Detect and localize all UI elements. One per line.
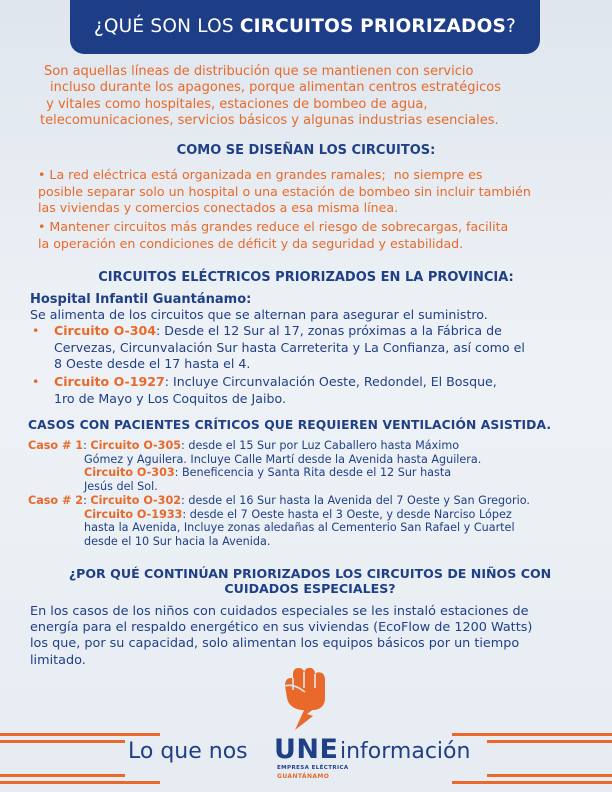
hospital-title: Hospital Infantil Guantánamo: — [30, 292, 252, 307]
caso-text: : desde el 15 Sur por Luz Caballero hasta Máximo — [181, 439, 460, 452]
bullet-dot: • — [32, 323, 40, 338]
design-bullet-line: la operación en condiciones de déficit y da seguridad y estabilidad. — [38, 235, 464, 251]
question-paragraph — [30, 604, 590, 669]
intro-line: y vitales como hospitales, estaciones de bombeo de agua, — [42, 96, 428, 112]
design-bullet-1 — [38, 167, 588, 217]
question-heading — [40, 566, 580, 596]
circuit-text: : Incluye Circunvalación Oeste, Redondel, El Bosque, — [164, 374, 497, 389]
design-bullet-line: las viviendas y comercios conectados a esa misma línea. — [38, 200, 399, 215]
question-heading-line: CUIDADOS ESPECIALES? — [224, 581, 396, 596]
intro-line: incluso durante los apagones, porque alimentan centros estratégicos — [50, 80, 501, 96]
circuit-item — [30, 374, 600, 407]
banner-prefix: ¿QUÉ SON LOS — [93, 16, 240, 37]
caso-text: Gómez y Aguilera. Incluye Calle Martí desde la Avenida hasta Aguilera. — [84, 452, 482, 466]
question-line: En los casos de los niños con cuidados especiales se les instaló estaciones de — [30, 604, 529, 619]
raised-fist-lightning-icon — [279, 664, 333, 730]
circuit-text: 8 Oeste desde el 17 hasta el 4. — [54, 356, 251, 371]
intro-line: telecomunicaciones, servicios básicos y algunas industrias esenciales. — [40, 112, 499, 128]
caso-text: : Beneficencia y Santa Rita desde el 12 Sur hasta — [174, 466, 452, 479]
logo-subtitle: GUANTÁNAMO — [277, 773, 330, 780]
footer-stripe — [452, 781, 612, 784]
circuit-item — [30, 323, 600, 373]
footer-stripe — [0, 733, 160, 736]
intro-paragraph — [40, 64, 585, 129]
province-heading: CIRCUITOS ELÉCTRICOS PRIORIZADOS EN LA PROVINCIA: — [98, 270, 514, 285]
circuit-name: Circuito O-1927 — [54, 374, 165, 389]
hospital-subtitle: Se alimenta de los circuitos que se alternan para asegurar el suministro. — [30, 307, 488, 322]
caso-2: Caso # 2: Circuito O-302: desde el 16 Sur hasta la Avenida del 7 Oeste y San Gregorio. Circuito O-1933: desde el 7 Oeste hasta el 3 Oeste, y desde Narciso López hasta la Avenida, Incluye zonas aledañas al Cementerio San Rafael y Cuartel desde el 10 Sur hacia la Avenida. — [28, 494, 603, 548]
design-bullet-line: • La red eléctrica está organizada en grandes ramales; no siempre es — [38, 167, 483, 182]
circuit-name: Circuito O-305 — [90, 439, 182, 452]
footer-stripe — [452, 733, 612, 736]
caso-text: Jesús del Sol. — [84, 479, 158, 493]
casos-heading: CASOS CON PACIENTES CRÍTICOS QUE REQUIEREN VENTILACIÓN ASISTIDA. — [28, 418, 552, 432]
question-line: energía para el respaldo energético en sus viviendas (EcoFlow de 1200 Watts) — [30, 620, 533, 636]
footer-stripe — [0, 740, 125, 743]
design-bullet-2 — [38, 219, 588, 252]
caso-text: : desde el 16 Sur hasta la Avenida del 7 Oeste y San Gregorio. — [181, 494, 530, 507]
une-logo: UNE — [274, 734, 339, 765]
question-line: los que, por su capacidad, solo alimentan los equipos básicos por un tiempo — [30, 636, 520, 652]
caso-text: hasta la Avenida, Incluye zonas aledañas al Cementerio San Rafael y Cuartel — [84, 521, 515, 534]
caso-text: : desde el 7 Oeste hasta el 3 Oeste, y desde Narciso López — [182, 507, 512, 521]
design-bullet-line: • Mantener circuitos más grandes reduce el riesgo de sobrecargas, facilita — [38, 219, 509, 234]
footer-stripe — [487, 774, 612, 777]
caso-1: Caso # 1: Circuito O-305: desde el 15 Sur por Luz Caballero hasta Máximo Gómez y Aguilera. Incluye Calle Martí desde la Avenida hasta Aguilera. Circuito O-303: Beneficencia y Santa Rita desde el 12 Sur hasta Jesús del Sol. — [28, 439, 603, 493]
banner-suffix: ? — [506, 16, 517, 37]
design-bullet-line: posible separar solo un hospital o una estación de bombeo sin incluir también — [38, 183, 531, 199]
caso-text: desde el 10 Sur hacia la Avenida. — [84, 534, 271, 548]
question-heading-line: ¿POR QUÉ CONTINÚAN PRIORIZADOS LOS CIRCUITOS DE NIÑOS CON — [68, 566, 552, 581]
footer-slogan-right: información — [340, 739, 471, 764]
footer-stripe — [0, 774, 125, 777]
circuit-text: : Desde el 12 Sur al 17, zonas próximas a la Fábrica de — [156, 323, 502, 338]
logo-subtitle: EMPRESA ELÉCTRICA — [277, 765, 349, 771]
question-line: limitado. — [30, 652, 86, 668]
circuit-name: Circuito O-1933 — [84, 507, 183, 521]
footer-stripe — [487, 740, 612, 743]
intro-line: Son aquellas líneas de distribución que se mantienen con servicio — [44, 64, 474, 79]
circuit-text: Cervezas, Circunvalación Sur hasta Carreterita y La Confianza, así como el — [54, 339, 525, 355]
caso-label: Caso # 1 — [28, 439, 84, 452]
footer-stripe — [0, 781, 160, 784]
circuit-text: 1ro de Mayo y Los Coquitos de Jaibo. — [54, 390, 286, 406]
footer-slogan-left: Lo que nos — [128, 739, 248, 764]
circuit-name: Circuito O-302 — [90, 494, 182, 507]
bullet-dot: • — [32, 374, 40, 389]
design-heading: COMO SE DISEÑAN LOS CIRCUITOS: — [176, 143, 436, 158]
circuit-name: Circuito O-304 — [54, 323, 157, 338]
title-banner — [70, 0, 540, 54]
circuit-name: Circuito O-303 — [84, 466, 175, 479]
banner-bold: CIRCUITOS PRIORIZADOS — [239, 16, 507, 37]
caso-label: Caso # 2 — [28, 494, 84, 507]
